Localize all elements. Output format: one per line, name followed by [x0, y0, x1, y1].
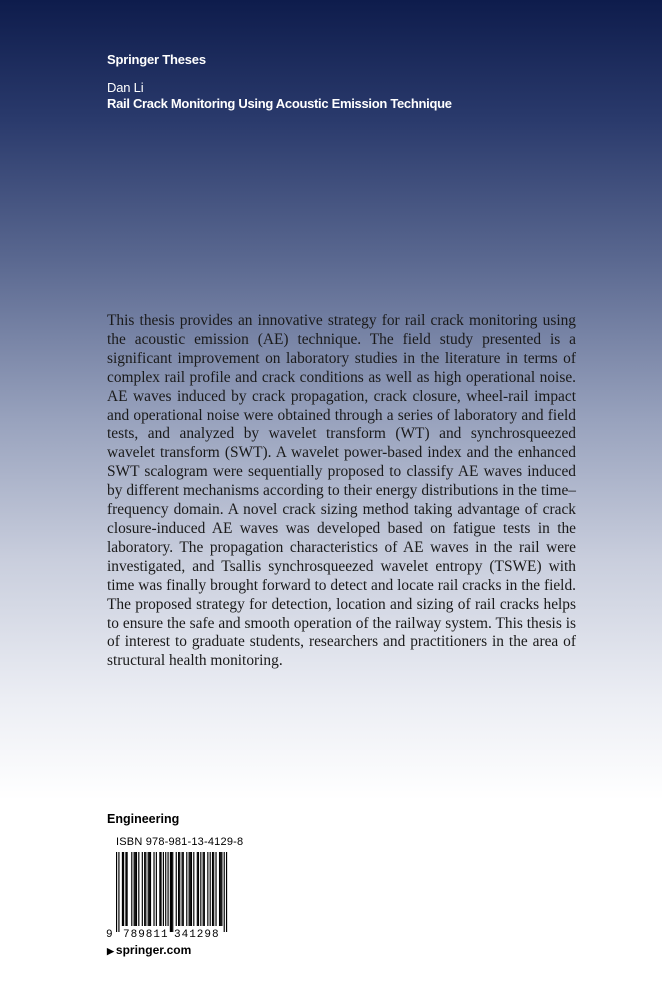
barcode-bar: [204, 852, 205, 926]
barcode-bar: [153, 852, 154, 926]
barcode-bar: [186, 852, 187, 926]
barcode-bar: [125, 852, 126, 926]
barcode-bar: [207, 852, 208, 926]
series-name: Springer Theses: [107, 52, 206, 67]
barcode-bar: [116, 852, 117, 932]
back-cover-blurb: This thesis provides an innovative strategy for rail crack monitoring using the acoustic emission (AE) technique. The field study presented is a significant improvement on laboratory studies in the literature in terms of complex rail profile and crack conditions as well as high operational noise. AE waves induced by crack propagation, crack closure, wheel-rail impact and operational noise were obtained through a series of laboratory and field tests, and analyzed by wavelet transform (WT) and synchrosqueezed wavelet transform (SWT). A wavelet power-based index and the enhanced SWT scalogram were sequentially proposed to classify AE waves induced by different mechanisms according to their energy distributions in the time–frequency domain. A novel crack sizing method taking advantage of crack closure-induced AE waves was developed based on fatigue tests in the laboratory. The propagation characteristics of AE waves in the rail were investigated, and Tsallis synchrosqueezed wavelet entropy (TSWE) with time was finally brought forward to detect and locate rail cracks in the field. The proposed strategy for detection, location and sizing of rail cracks helps to ensure the safe and smooth operation of the railway system. This thesis is of interest to graduate students, researchers and practitioners in the area of structural health monitoring.: [107, 312, 576, 670]
author-name: Dan Li: [107, 80, 144, 95]
barcode-bar: [182, 852, 183, 926]
barcode-bar: [163, 852, 164, 926]
barcode-bar: [197, 852, 198, 926]
barcode-right-digits: 341298: [174, 929, 220, 940]
barcode-bar: [149, 852, 150, 926]
barcode-bar: [219, 852, 220, 926]
barcode-bar: [138, 852, 139, 926]
barcode-bar: [123, 852, 124, 926]
barcode-bar: [198, 852, 199, 926]
barcode-bar: [127, 852, 128, 926]
barcode-bar: [148, 852, 149, 926]
barcode-bars: [116, 852, 227, 932]
barcode-bar: [215, 852, 216, 926]
barcode-bar: [122, 852, 123, 926]
isbn-text: ISBN 978-981-13-4129-8: [116, 836, 244, 848]
barcode-bar: [179, 852, 180, 926]
barcode-bar: [224, 852, 225, 932]
triangle-right-icon: ▶: [107, 946, 114, 956]
barcode-bar: [135, 852, 136, 926]
barcode-bar: [210, 852, 211, 926]
barcode-bar: [144, 852, 145, 926]
barcode-bar: [160, 852, 161, 926]
barcode-bar: [159, 852, 160, 926]
barcode-first-digit: 9: [106, 929, 113, 940]
barcode-bar: [191, 852, 192, 926]
barcode-bar: [131, 852, 132, 926]
barcode-bar: [226, 852, 227, 932]
barcode-bar: [150, 852, 151, 926]
barcode-bar: [170, 852, 171, 932]
barcode-bar: [183, 852, 184, 926]
barcode-bar: [172, 852, 173, 932]
barcode-bar: [212, 852, 213, 926]
barcode-bar: [165, 852, 166, 926]
barcode-bar: [190, 852, 191, 926]
barcode-bar: [167, 852, 168, 926]
barcode-bar: [213, 852, 214, 926]
barcode-bar: [136, 852, 137, 926]
barcode-bar: [203, 852, 204, 926]
barcode-bar: [156, 852, 157, 926]
barcode-bar: [142, 852, 143, 926]
barcode-bar: [118, 852, 119, 932]
barcode-bar: [221, 852, 222, 926]
barcode-bar: [176, 852, 177, 926]
subject-category: Engineering: [107, 812, 180, 826]
barcode-bar: [220, 852, 221, 926]
publisher-url[interactable]: [107, 943, 191, 957]
barcode-bar: [200, 852, 201, 926]
barcode-bar: [145, 852, 146, 926]
barcode-bar: [134, 852, 135, 926]
barcode-bar: [193, 852, 194, 926]
isbn-barcode: [106, 850, 232, 940]
barcode-bar: [171, 852, 172, 932]
publisher-url-text: springer.com: [115, 943, 192, 957]
barcode-left-digits: 789811: [123, 929, 169, 940]
book-title: Rail Crack Monitoring Using Acoustic Emission Technique: [107, 96, 452, 111]
barcode-bar: [189, 852, 190, 926]
barcode-bar: [178, 852, 179, 926]
